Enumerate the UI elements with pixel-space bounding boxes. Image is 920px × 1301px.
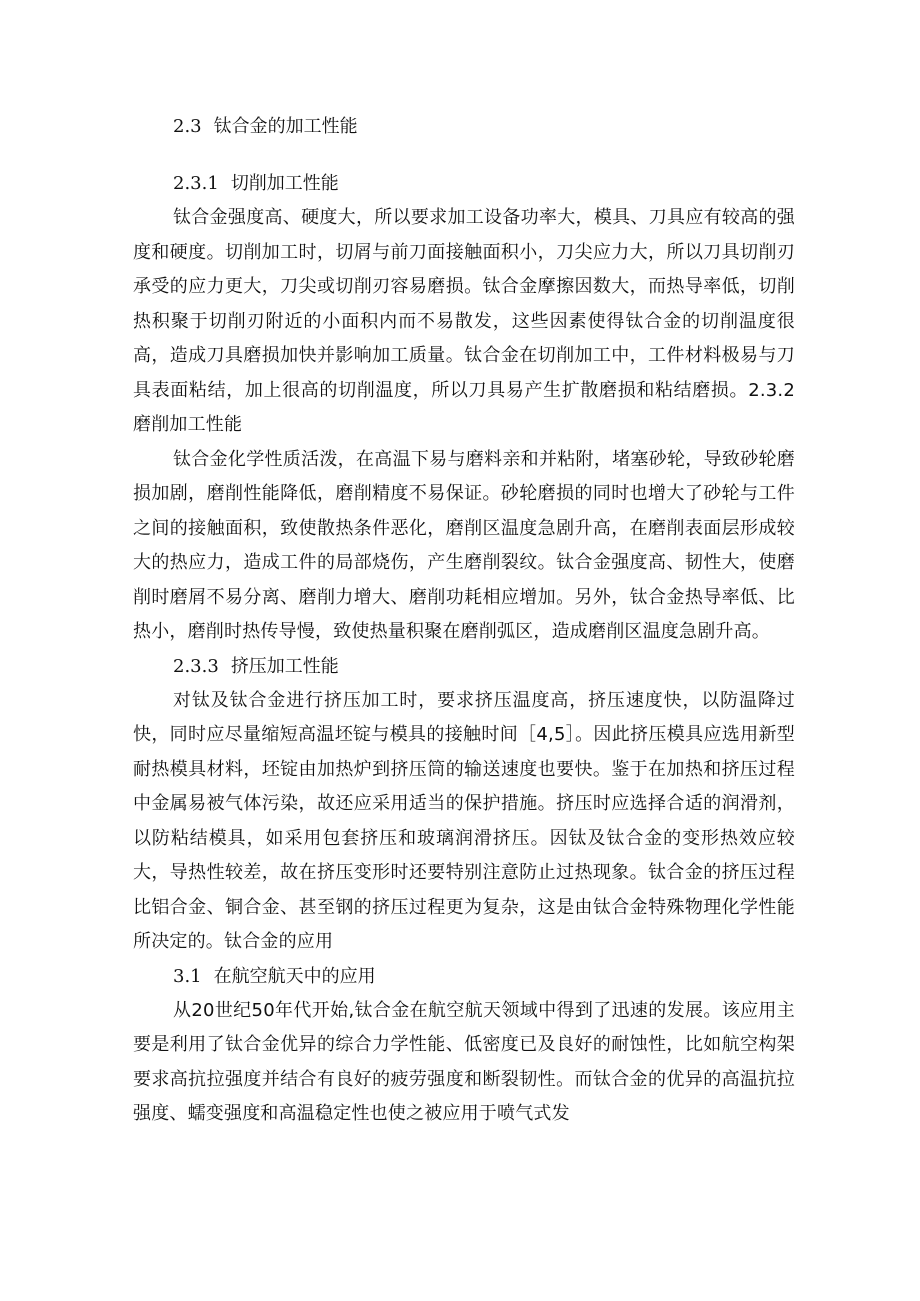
section-title: 挤压加工性能 — [230, 655, 339, 677]
section-number: 2.3.1 — [173, 173, 219, 194]
section-heading-2-3-3 — [133, 650, 795, 684]
paragraph-cutting: 钛合金强度高、硬度大，所以要求加工设备功率大，模具、刀具应有较高的强度和硬度。切削加工时，切屑与前刀面接触面积小，刀尖应力大，所以刀具切削刃承受的应力更大，刀尖或切削刃容易磨损。钛合金摩擦因数大，而热导率低，切削热积聚于切削刃附近的小面积内而不易散发，这些因素使得钛合金的切削温度很高，造成刀具磨损加快并影响加工质量。钛合金在切削加工中，工件材料极易与刀具表面粘结，加上很高的切削温度，所以刀具易产生扩散磨损和粘结磨损。2.3.2磨削加工性能 — [133, 207, 795, 435]
paragraph-grinding: 钛合金化学性质活泼，在高温下易与磨料亲和并粘附，堵塞砂轮，导致砂轮磨损加剧，磨削性能降低，磨削精度不易保证。砂轮磨损的同时也增大了砂轮与工件之间的接触面积，致使散热条件恶化，磨削区温度急剧升高，在磨削表面层形成较大的热应力，造成工件的局部烧伤，产生磨削裂纹。钛合金强度高、韧性大，使磨削时磨屑不易分离、磨削力增大、磨削功耗相应增加。另外，钛合金热导率低、比热小，磨削时热传导慢，致使热量积聚在磨削弧区，造成磨削区温度急剧升高。 — [133, 448, 795, 642]
section-number: 2.3.3 — [173, 655, 219, 677]
section-title: 切削加工性能 — [230, 173, 339, 194]
section-heading-3-1 — [133, 960, 795, 994]
section-number: 2.3 — [173, 116, 202, 137]
section-title: 在航空航天中的应用 — [213, 965, 376, 987]
section-heading-2-3-1 — [133, 167, 795, 201]
paragraph-extrusion: 对钛及钛合金进行挤压加工时，要求挤压温度高，挤压速度快，以防温降过快，同时应尽量缩短高温坯锭与模具的接触时间［4,5］。因此挤压模具应选用新型耐热模具材料，坯锭由加热炉到挤压筒的输送速度也要快。鉴于在加热和挤压过程中金属易被气体污染，故还应采用适当的保护措施。挤压时应选择合适的润滑剂，以防粘结模具，如采用包套挤压和玻璃润滑挤压。因钛及钛合金的变形热效应较大，导热性较差，故在挤压变形时还要特别注意防止过热现象。钛合金的挤压过程比铝合金、铜合金、甚至钢的挤压过程更为复杂，这是由钛合金特殊物理化学性能所决定的。钛合金的应用 — [133, 689, 795, 952]
section-heading-2-3 — [133, 110, 795, 144]
section-title: 钛合金的加工性能 — [213, 116, 358, 137]
section-number: 3.1 — [173, 965, 202, 987]
paragraph-aerospace: 从20世纪50年代开始,钛合金在航空航天领域中得到了迅速的发展。该应用主要是利用了钛合金优异的综合力学性能、低密度已及良好的耐蚀性，比如航空构架要求高抗拉强度并结合有良好的疲劳强度和断裂韧性。而钛合金的优异的高温抗拉强度、蠕变强度和高温稳定性也使之被应用于喷气式发 — [133, 999, 795, 1124]
document-page — [133, 110, 795, 1132]
